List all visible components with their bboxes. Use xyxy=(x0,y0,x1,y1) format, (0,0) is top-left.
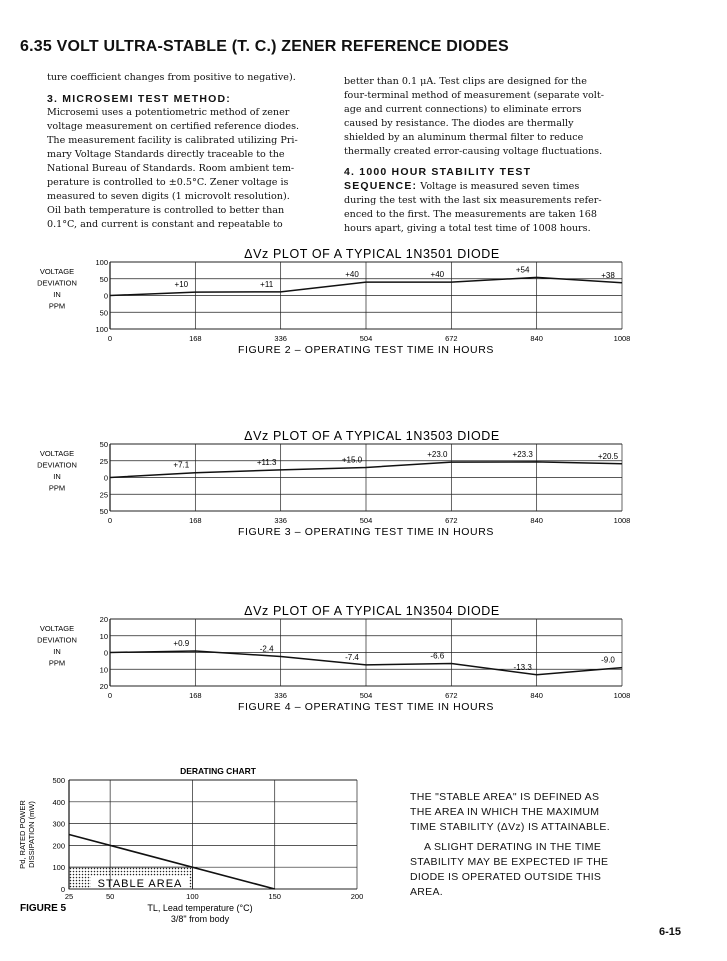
y-axis-label: IN xyxy=(53,472,61,481)
paragraph-line: caused by resistance. The diodes are thermally xyxy=(344,118,574,129)
x-axis-label: 3/8" from body xyxy=(170,914,230,924)
data-point-label: -6.6 xyxy=(430,651,445,661)
y-tick-label: 50 xyxy=(99,440,108,449)
data-point-label: +11 xyxy=(260,279,274,289)
intro-text: ture coefficient changes from positive to negative). xyxy=(47,72,296,83)
y-axis-label: VOLTAGE xyxy=(39,624,75,633)
y-tick-label: 50 xyxy=(99,308,108,318)
data-point-label: +10 xyxy=(174,280,189,290)
section-4-first-line xyxy=(344,179,612,194)
x-tick-label: 1008 xyxy=(613,516,631,525)
data-point-label: +7.1 xyxy=(173,460,190,470)
derating-note xyxy=(410,790,625,900)
x-tick-label: 0 xyxy=(107,516,113,525)
y-tick-label: 0 xyxy=(103,291,108,301)
x-tick-label: 168 xyxy=(189,516,202,525)
y-axis-label: IN xyxy=(53,647,61,656)
section-4-first-text: Voltage is measured seven times xyxy=(420,181,580,192)
section-3-line: measured to seven digits (1 microvolt resolution). xyxy=(47,191,290,202)
section-3-line: Microsemi uses a potentiometric method of zener xyxy=(47,107,290,118)
data-point-label: +15.0 xyxy=(341,455,363,465)
y-tick-label: 0 xyxy=(103,648,108,658)
figure-caption: FIGURE 2 – OPERATING TEST TIME IN HOURS xyxy=(238,344,494,356)
y-tick-label: 100 xyxy=(95,258,108,267)
y-tick-label: 50 xyxy=(99,274,108,284)
y-axis-label: PPM xyxy=(48,301,66,311)
x-tick-label: 1008 xyxy=(613,691,631,700)
data-point-label: +0.9 xyxy=(173,638,190,648)
paragraph-line: four-terminal method of measurement (separate volt- xyxy=(344,90,604,101)
section-3-line: perature is controlled to ±0.5°C. Zener voltage is xyxy=(47,177,289,188)
x-tick-label: 504 xyxy=(359,691,373,700)
section-3-body xyxy=(47,106,314,232)
page-number: 6-15 xyxy=(659,926,682,938)
figure-caption: FIGURE 3 – OPERATING TEST TIME IN HOURS xyxy=(238,526,494,538)
y-axis-label: PPM xyxy=(48,483,66,493)
y-axis-label: VOLTAGE xyxy=(39,449,75,458)
figure-5-derating-chart xyxy=(0,762,400,952)
x-tick-label: 200 xyxy=(350,892,364,901)
y-tick-label: 0 xyxy=(103,473,108,483)
section-4-heading: 4. 1000 HOUR STABILITY TEST xyxy=(344,166,532,178)
x-tick-label: 336 xyxy=(274,691,287,700)
x-tick-label: 840 xyxy=(530,516,543,525)
chart-title: DERATING CHART xyxy=(180,766,256,776)
section-3-line: voltage measurement on certified reference diodes. xyxy=(47,121,300,132)
chart-title: ΔVz PLOT OF A TYPICAL 1N3503 DIODE xyxy=(244,429,500,443)
x-tick-label: 0 xyxy=(107,691,113,700)
y-tick-label: 10 xyxy=(99,631,108,641)
section-3-heading: 3. MICROSEMI TEST METHOD: xyxy=(47,93,232,105)
note-line: A SLIGHT DERATING IN THE TIME xyxy=(424,841,602,853)
right-column xyxy=(344,75,612,236)
y-axis-label: DEVIATION xyxy=(37,460,77,470)
chart-title: ΔVz PLOT OF A TYPICAL 1N3504 DIODE xyxy=(244,604,500,618)
data-point-label: -9.0 xyxy=(601,655,615,665)
x-tick-label: 150 xyxy=(268,892,281,901)
y-tick-label: 200 xyxy=(52,841,65,851)
y-axis-label: PPM xyxy=(48,658,66,668)
x-tick-label: 25 xyxy=(64,892,74,901)
y-tick-label: 0 xyxy=(60,885,65,894)
y-tick-label: 100 xyxy=(52,863,65,873)
stable-area-label: STABLE AREA xyxy=(97,878,183,891)
y-tick-label: 100 xyxy=(95,325,108,334)
paragraph-line: shielded by an aluminum thermal filter to reduce xyxy=(344,132,584,143)
left-column xyxy=(47,71,314,232)
y-axis-label: DISSIPATION (mW) xyxy=(27,801,36,868)
y-tick-label: 50 xyxy=(99,507,108,516)
figure-3-chart xyxy=(0,425,727,550)
x-tick-label: 504 xyxy=(359,334,373,343)
x-tick-label: 0 xyxy=(107,334,113,343)
y-tick-label: 400 xyxy=(52,797,65,807)
y-axis-label: DEVIATION xyxy=(37,635,77,645)
y-tick-label: 25 xyxy=(99,456,108,466)
note-line: STABILITY MAY BE EXPECTED IF THE xyxy=(410,856,609,868)
y-axis-label: DEVIATION xyxy=(37,278,77,288)
x-tick-label: 336 xyxy=(274,334,287,343)
y-tick-label: 10 xyxy=(99,665,108,675)
x-axis-label: TL, Lead temperature (°C) xyxy=(147,903,253,913)
y-axis-label: Pd, RATED POWER xyxy=(18,800,27,869)
data-point-label: +11.3 xyxy=(256,457,277,467)
note-line: AREA. xyxy=(410,886,444,898)
data-point-label: +23.0 xyxy=(427,450,448,460)
y-tick-label: 500 xyxy=(52,776,65,785)
section-4-heading-cont: SEQUENCE: xyxy=(344,180,418,192)
x-tick-label: 1008 xyxy=(613,334,631,343)
note-line: TIME STABILITY (ΔVz) IS ATTAINABLE. xyxy=(410,821,610,833)
x-tick-label: 840 xyxy=(530,691,543,700)
y-tick-label: 25 xyxy=(99,490,108,500)
page-title: 6.35 VOLT ULTRA-STABLE (T. C.) ZENER REFERENCE DIODES xyxy=(20,38,509,55)
x-tick-label: 50 xyxy=(105,892,115,901)
section-3-line: 0.1°C, and current is constant and repeatable to xyxy=(47,219,283,230)
x-tick-label: 672 xyxy=(445,334,458,343)
note-line: DIODE IS OPERATED OUTSIDE THIS xyxy=(410,871,602,883)
x-tick-label: 840 xyxy=(530,334,543,343)
section-4-line: during the test with the last six measurements refer- xyxy=(344,195,602,206)
x-tick-label: 168 xyxy=(189,334,202,343)
x-tick-label: 168 xyxy=(189,691,202,700)
data-point-label: +54 xyxy=(515,265,530,275)
figure-4-chart xyxy=(0,600,727,725)
section-3-line: Oil bath temperature is controlled to better than xyxy=(47,205,285,216)
note-line: THE "STABLE AREA" IS DEFINED AS xyxy=(410,791,600,803)
data-point-label: +40 xyxy=(430,270,445,280)
paragraph-line: thermally created error-causing voltage fluctuations. xyxy=(344,146,603,157)
section-3-line: mary Voltage Standards directly traceable to the xyxy=(47,149,285,160)
data-point-label: +38 xyxy=(601,270,615,280)
x-tick-label: 336 xyxy=(274,516,287,525)
chart-title: ΔVz PLOT OF A TYPICAL 1N3501 DIODE xyxy=(244,247,500,261)
x-tick-label: 672 xyxy=(445,516,458,525)
data-point-label: +23.3 xyxy=(512,449,533,459)
y-axis-label: IN xyxy=(53,290,61,299)
section-4-line: enced to the first. The measurements are taken 168 xyxy=(344,209,597,220)
figure-caption: FIGURE 5 xyxy=(20,903,67,914)
section-4-line: hours apart, giving a total test time of 1008 hours. xyxy=(344,223,591,234)
section-3-line: The measurement facility is calibrated utilizing Pri- xyxy=(47,135,298,146)
data-point-label: -2.4 xyxy=(259,644,274,654)
note-line: THE AREA IN WHICH THE MAXIMUM xyxy=(410,806,600,818)
x-tick-label: 672 xyxy=(445,691,458,700)
paragraph-line: age and current connections) to eliminate errors xyxy=(344,104,582,115)
data-point-label: +20.5 xyxy=(597,451,619,461)
y-tick-label: 20 xyxy=(99,615,108,624)
section-3-line: National Bureau of Standards. Room ambient tem- xyxy=(47,163,295,174)
figure-caption: FIGURE 4 – OPERATING TEST TIME IN HOURS xyxy=(238,701,494,713)
paragraph-line: better than 0.1 μA. Test clips are designed for the xyxy=(344,76,587,87)
x-tick-label: 100 xyxy=(186,892,199,901)
data-point-label: -13.3 xyxy=(513,662,532,672)
data-point-label: -7.4 xyxy=(345,652,359,662)
y-tick-label: 20 xyxy=(99,682,108,691)
x-tick-label: 504 xyxy=(359,516,373,525)
y-axis-label: VOLTAGE xyxy=(39,267,75,276)
figure-2-chart xyxy=(0,243,727,368)
data-point-label: +40 xyxy=(345,270,359,280)
y-tick-label: 300 xyxy=(52,819,65,829)
